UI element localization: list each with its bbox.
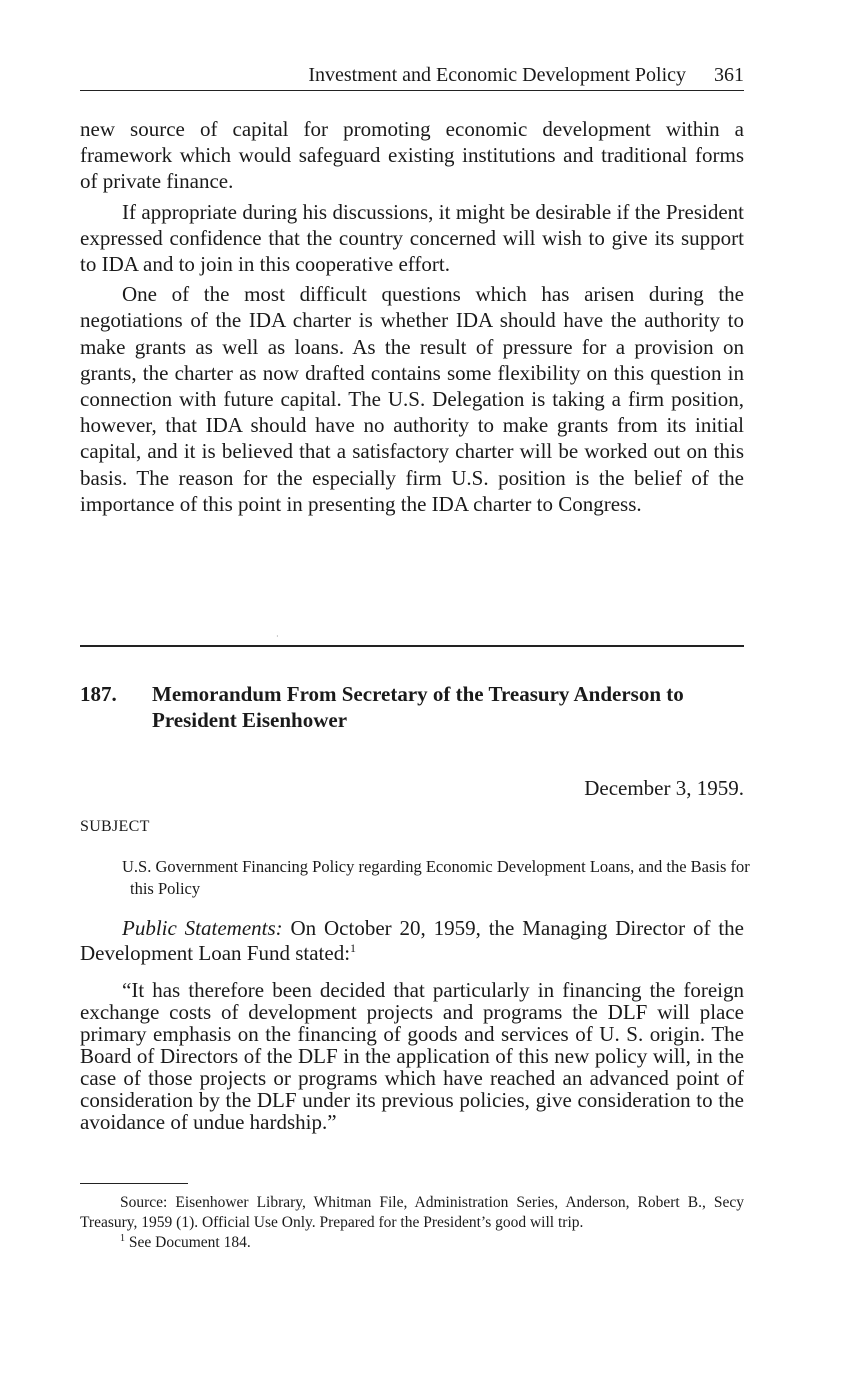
footnote-rule xyxy=(80,1183,188,1184)
footnote-ref: 1 xyxy=(350,940,357,955)
document-date: December 3, 1959. xyxy=(584,776,744,800)
lead-label: Public Statements: xyxy=(122,916,283,940)
quotation: “It has therefore been decided that particularly in financing the foreign exchange costs of development projects and programs the DLF will place primary emphasis on the financing of goods and services of U. S. origin. The Board of Directors of the DLF in the application of this new policy will, in the case of those projects or programs which have reached an advanced point of consideration by the DLF under its previous policies, give consideration to the avoidance of undue hardship.” xyxy=(80,978,744,1134)
section-divider xyxy=(80,645,744,647)
body-text xyxy=(80,116,744,521)
document-number: 187. xyxy=(80,682,117,706)
running-head-title: Investment and Economic Development Policy xyxy=(308,64,686,86)
paragraph: If appropriate during his discussions, it might be desirable if the President expressed confidence that the country concerned will wish to give its support to IDA and to join in this cooperative effort. xyxy=(80,199,744,277)
subject-text: U.S. Government Financing Policy regarding Economic Development Loans, and the Basis for this Policy xyxy=(122,857,750,898)
document-title: Memorandum From Secretary of the Treasury Anderson to President Eisenhower xyxy=(152,682,684,732)
paragraph: One of the most difficult questions which has arisen during the negotiations of the IDA charter is whether IDA should have the authority to make grants as well as loans. As the result of pressure for a provision on grants, the charter as now drafted contains some flexibility on this question in connection with future capital. The U.S. Delegation is taking a firm position, however, that IDA should have no authority to make grants from its initial capital, and it is believed that a satisfactory charter will be worked out on this basis. The reason for the especially firm U.S. position is the belief of the importance of this point in presenting the IDA charter to Congress. xyxy=(80,282,744,516)
page-number: 361 xyxy=(714,64,744,86)
footnote-mark: 1 xyxy=(120,1232,125,1244)
footnotes xyxy=(80,1193,744,1253)
lead-paragraph xyxy=(80,916,744,965)
source-note: Source: Eisenhower Library, Whitman File, Administration Series, Anderson, Robert B., Secy Treasury, 1959 (1). Official Use Only. Prepared for the President’s good will trip. xyxy=(80,1194,744,1231)
lead-text: On October 20, 1959, the Managing Director of the Development Loan Fund stated: xyxy=(80,916,745,965)
paragraph-continued: new source of capital for promoting economic development within a framework which would safeguard existing institutions and traditional forms of private finance. xyxy=(80,117,744,194)
stray-mark: · xyxy=(276,632,279,641)
footnote-text: See Document 184. xyxy=(125,1234,251,1251)
subject-label: SUBJECT xyxy=(80,818,150,835)
running-head xyxy=(80,64,744,91)
memo-text xyxy=(80,916,744,1147)
footnote-1 xyxy=(80,1233,744,1253)
